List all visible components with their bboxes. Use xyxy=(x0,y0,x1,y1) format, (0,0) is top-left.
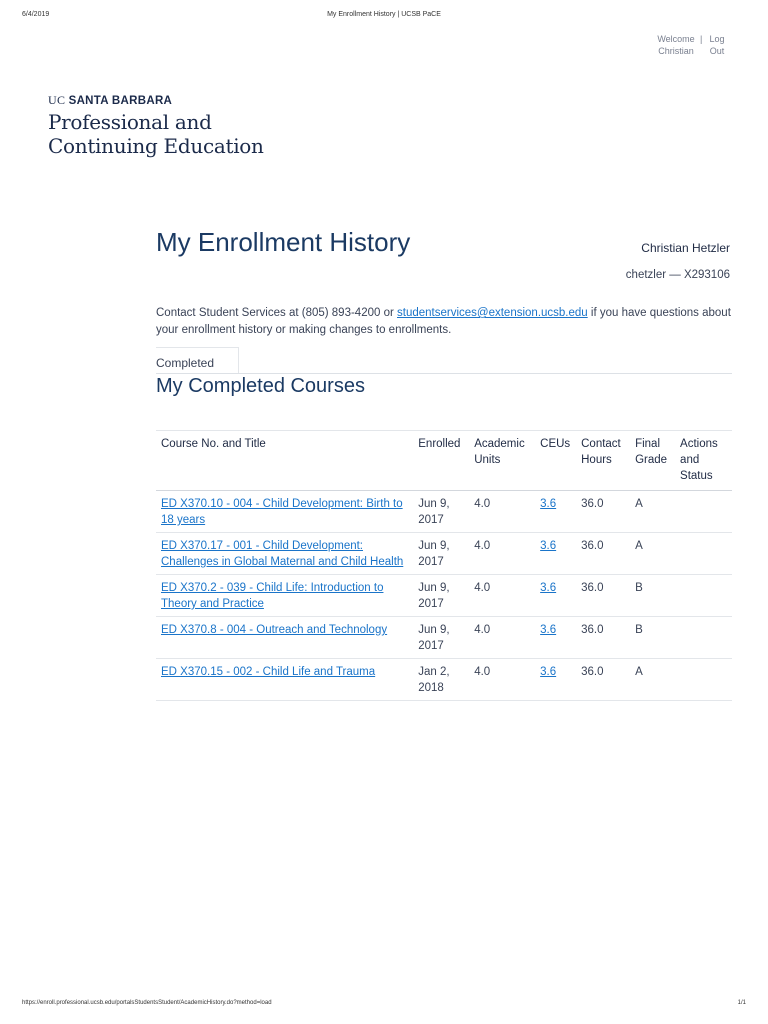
table-row xyxy=(156,617,732,659)
print-page-number: 1/1 xyxy=(737,1000,746,1006)
contact-text-after: if you have questions about your enrollment history or making changes to enrollments. xyxy=(156,307,731,336)
actions-status xyxy=(675,659,732,701)
logo-pce xyxy=(48,110,264,158)
academic-units: 4.0 xyxy=(469,617,535,659)
print-footer xyxy=(22,1000,746,1010)
final-grade: A xyxy=(630,491,675,533)
academic-units: 4.0 xyxy=(469,491,535,533)
logo-santa-barbara: SANTA BARBARA xyxy=(68,95,173,107)
actions-status xyxy=(675,491,732,533)
ceus-link[interactable]: 3.6 xyxy=(540,582,557,594)
contact-hours: 36.0 xyxy=(576,575,630,617)
academic-units: 4.0 xyxy=(469,575,535,617)
course-link[interactable]: ED X370.8 - 004 - Outreach and Technology xyxy=(161,624,388,636)
enrolled-date: Jun 9, 2017 xyxy=(413,491,469,533)
contact-text-before: Contact Student Services at (805) 893-4200 or xyxy=(156,307,398,319)
table-header-row xyxy=(156,431,732,491)
logo-uc-line xyxy=(48,93,264,108)
header-enrolled: Enrolled xyxy=(413,431,469,491)
table-row xyxy=(156,533,732,575)
ceus-link[interactable]: 3.6 xyxy=(540,498,557,510)
header-course: Course No. and Title xyxy=(156,431,413,491)
enrolled-date: Jun 9, 2017 xyxy=(413,575,469,617)
course-link[interactable]: ED X370.2 - 039 - Child Life: Introduction to Theory and Practice xyxy=(161,582,384,610)
header-actions: Actions and Status xyxy=(675,431,732,491)
tab-bar xyxy=(156,347,732,374)
print-header xyxy=(22,11,746,23)
logout-link[interactable] xyxy=(704,33,730,57)
logo-line-1: Professional and xyxy=(48,110,212,134)
contact-hours: 36.0 xyxy=(576,617,630,659)
table-row xyxy=(156,659,732,701)
contact-hours: 36.0 xyxy=(576,491,630,533)
header-grade: Final Grade xyxy=(630,431,675,491)
academic-units: 4.0 xyxy=(469,533,535,575)
logo-uc: UC xyxy=(48,93,66,107)
header-units: Academic Units xyxy=(469,431,535,491)
logo-line-2: Continuing Education xyxy=(48,134,264,158)
ucsb-pce-logo[interactable] xyxy=(48,93,264,158)
table-row xyxy=(156,491,732,533)
actions-status xyxy=(675,617,732,659)
ceus-link[interactable]: 3.6 xyxy=(540,666,557,678)
enrolled-date: Jun 9, 2017 xyxy=(413,617,469,659)
contact-hours: 36.0 xyxy=(576,659,630,701)
section-title: My Completed Courses xyxy=(156,375,365,397)
print-date: 6/4/2019 xyxy=(22,11,50,18)
final-grade: A xyxy=(630,533,675,575)
page-title: My Enrollment History xyxy=(156,227,411,257)
enrolled-date: Jun 9, 2017 xyxy=(413,533,469,575)
header-ceus: CEUs xyxy=(535,431,576,491)
welcome-username: Christian xyxy=(658,46,694,56)
contact-info xyxy=(156,305,732,339)
final-grade: B xyxy=(630,617,675,659)
print-url: https://enroll.professional.ucsb.edu/portalsStudentsStudent/AcademicHistory.do?method=load xyxy=(22,1000,272,1006)
header-hours: Contact Hours xyxy=(576,431,630,491)
academic-units: 4.0 xyxy=(469,659,535,701)
table-row xyxy=(156,575,732,617)
actions-status xyxy=(675,533,732,575)
enrolled-date: Jan 2, 2018 xyxy=(413,659,469,701)
actions-status xyxy=(675,575,732,617)
course-link[interactable]: ED X370.15 - 002 - Child Life and Trauma xyxy=(161,666,376,678)
logout-label-2: Out xyxy=(709,46,725,56)
ceus-link[interactable]: 3.6 xyxy=(540,540,557,552)
welcome-label: Welcome xyxy=(657,34,695,44)
final-grade: A xyxy=(630,659,675,701)
ceus-link[interactable]: 3.6 xyxy=(540,624,557,636)
student-name: Christian Hetzler xyxy=(641,241,730,255)
contact-hours: 36.0 xyxy=(576,533,630,575)
tab-completed[interactable]: Completed xyxy=(156,347,239,373)
welcome-text xyxy=(652,33,703,57)
course-link[interactable]: ED X370.17 - 001 - Child Development: Challenges in Global Maternal and Child Health xyxy=(161,540,404,568)
contact-email-link[interactable]: studentservices@extension.ucsb.edu xyxy=(397,307,588,319)
user-nav xyxy=(652,33,732,57)
student-id: chetzler — X293106 xyxy=(625,269,730,281)
completed-courses-table xyxy=(156,430,732,701)
nav-separator: | xyxy=(700,34,703,44)
final-grade: B xyxy=(630,575,675,617)
print-doc-title: My Enrollment History | UCSB PaCE xyxy=(327,11,441,18)
course-link[interactable]: ED X370.10 - 004 - Child Development: Birth to 18 years xyxy=(161,498,403,526)
logout-label-1: Log xyxy=(709,34,725,44)
